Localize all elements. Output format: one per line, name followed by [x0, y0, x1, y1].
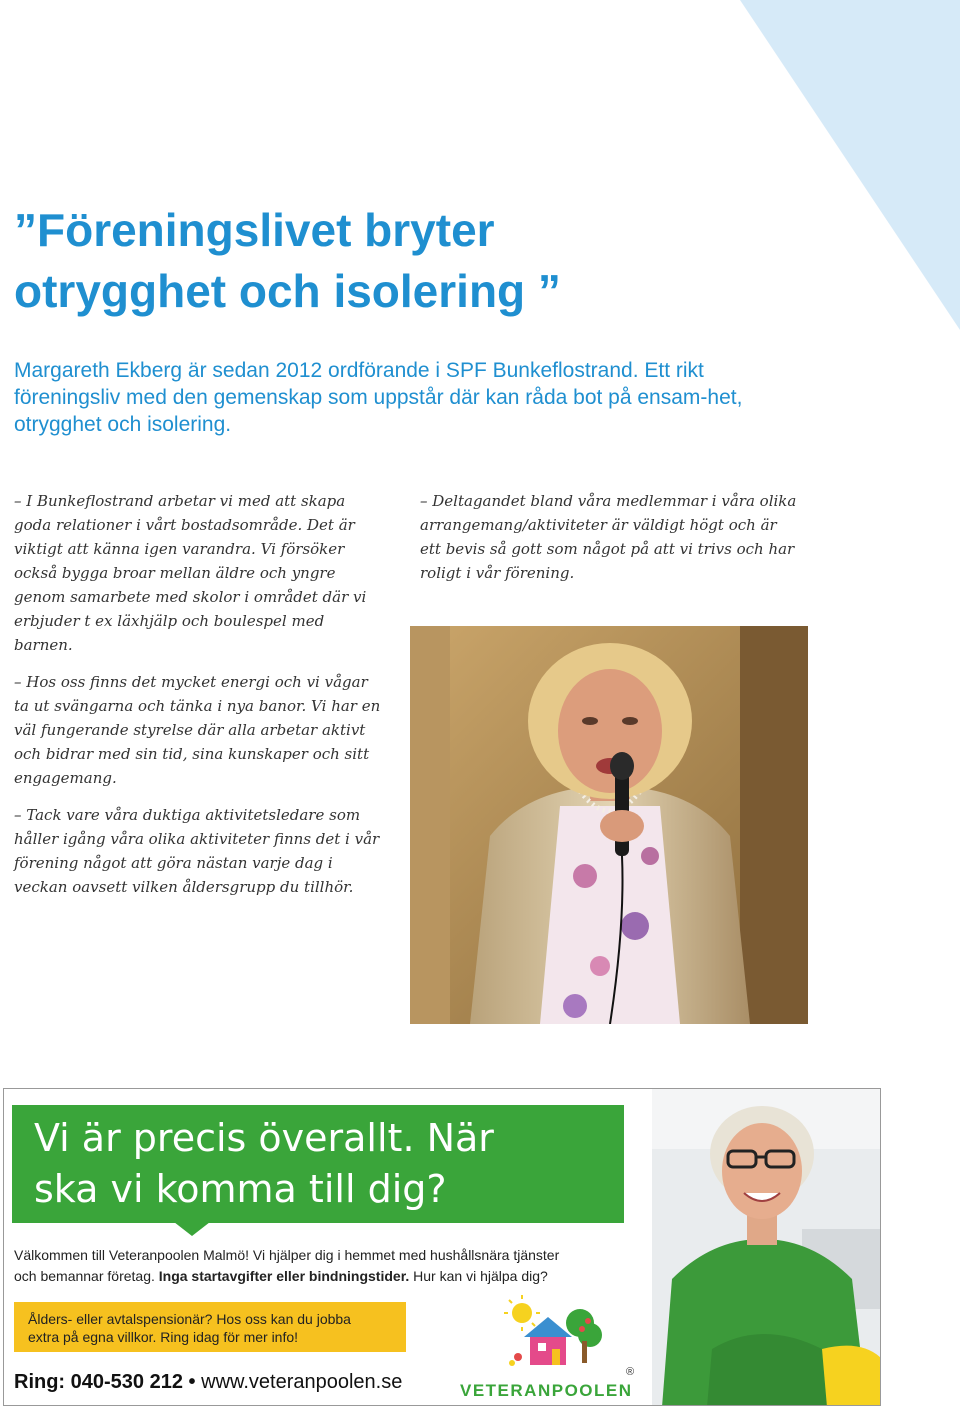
ad-photo-smiling-woman	[652, 1089, 881, 1406]
ad-body-line-2-start: och bemannar företag.	[14, 1268, 159, 1284]
ad-body-text	[14, 1245, 634, 1287]
ad-headline	[34, 1113, 614, 1215]
ad-headline-line-2: ska vi komma till dig?	[34, 1167, 447, 1211]
ad-website-link[interactable]: www.veteranpoolen.se	[201, 1371, 403, 1393]
speech-bubble-notch	[174, 1222, 210, 1236]
ad-body-line-2-end: Hur kan vi hjälpa dig?	[409, 1268, 548, 1284]
quote-paragraph-3: – Tack vare våra duktiga aktivitetsledare som håller igång våra olika aktiviteter finns det i vår förening något att göra nästan varje dag i veckan oavsett vilken åldersgrupp du tillhör.	[14, 806, 380, 896]
article-lead: Margareth Ekberg är sedan 2012 ordförande i SPF Bunkeflostrand. Ett rikt föreningsliv med den gemenskap som uppstår där kan råda bot på ensam-het, otrygghet och isolering.	[14, 359, 743, 436]
quote-paragraph-4: – Deltagandet bland våra medlemmar i våra olika arrangemang/aktiviteter är väldigt högt och är ett bevis så gott som något på att vi trivs och har roligt i vår förening.	[420, 492, 797, 582]
ad-bullet: •	[188, 1371, 196, 1393]
article-title	[14, 200, 561, 322]
veteranpoolen-advertisement	[3, 1088, 881, 1406]
title-line-1: ”Föreningslivet bryter	[14, 204, 495, 256]
ad-contact-line	[14, 1371, 402, 1394]
ad-phone: Ring: 040-530 212	[14, 1371, 183, 1393]
logo-wordmark: VETERANPOOLEN	[460, 1381, 633, 1400]
ad-recruit-line-2: extra på egna villkor. Ring idag för mer info!	[28, 1329, 299, 1345]
ad-headline-box	[12, 1105, 624, 1223]
ad-body-highlight: Inga startavgifter eller bindningstider.	[158, 1268, 410, 1284]
registered-mark: ®	[626, 1366, 635, 1378]
article-right-column	[420, 489, 800, 598]
portrait-photo-woman-with-microphone	[410, 626, 808, 1024]
quote-paragraph-2: – Hos oss finns det mycket energi och vi vågar ta ut svängarna och tänka i nya banor. Vi har en väl fungerande styrelse där alla arbetar aktivt och bidrar med sin tid, sina kunskaper och sitt engagemang.	[14, 673, 381, 787]
ad-recruit-box	[14, 1302, 406, 1352]
quote-paragraph-1: – I Bunkeflostrand arbetar vi med att skapa goda relationer i vårt bostadsområde. Det är viktigt att känna igen varandra. Vi försöker också bygga broar mellan äldre och yngre genom samarbete med skolor i området där vi erbjuder t ex läxhjälp och boulespel med barnen.	[14, 492, 367, 654]
ad-headline-line-1: Vi är precis överallt. När	[34, 1116, 494, 1160]
ad-recruit-text	[28, 1310, 398, 1346]
veteranpoolen-logo	[452, 1293, 652, 1403]
article-left-column	[14, 489, 384, 912]
ad-recruit-line-1: Ålders- eller avtalspensionär? Hos oss kan du jobba	[28, 1311, 351, 1327]
title-line-2: otrygghet och isolering ”	[14, 265, 561, 317]
ad-body-line-1: Välkommen till Veteranpoolen Malmö! Vi hjälper dig i hemmet med hushållsnära tjänster	[14, 1247, 560, 1263]
